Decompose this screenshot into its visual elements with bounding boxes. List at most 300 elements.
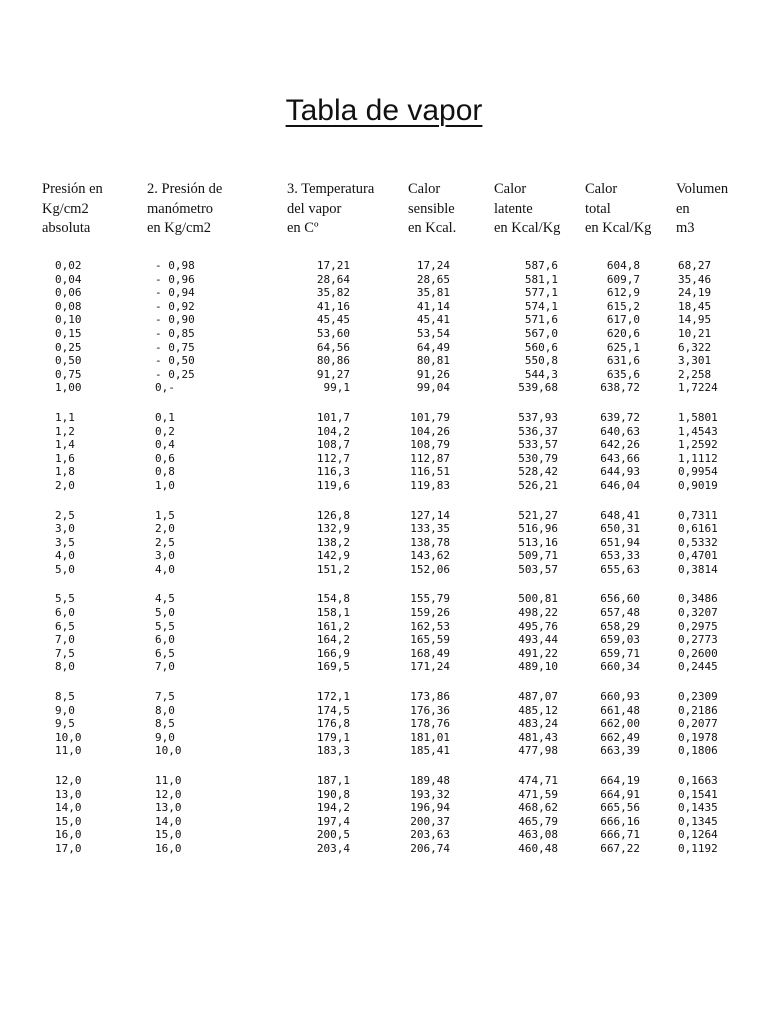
cell-total-heat: 667,22 — [600, 841, 640, 855]
cell-total-heat: 664,91 — [600, 787, 640, 801]
cell-gauge-pressure: - 0,85 — [155, 326, 195, 340]
cell-gauge-pressure: 2,5 — [155, 535, 175, 549]
cell-sensible-heat: 178,76 — [410, 717, 450, 731]
cell-sensible-heat: 173,86 — [410, 690, 450, 704]
cell-gauge-pressure: 8,5 — [155, 717, 175, 731]
cell-temperature: 132,9 — [316, 522, 350, 536]
cell-volume: 0,9019 — [678, 478, 718, 492]
cell-volume: 1,2592 — [678, 438, 718, 452]
cell-temperature: 194,2 — [316, 801, 350, 815]
cell-temperature: 151,2 — [316, 562, 350, 576]
cell-absolute-pressure: 1,1 — [55, 410, 75, 424]
cell-latent-heat: 465,79 — [518, 814, 558, 828]
cell-volume: 1,4543 — [678, 424, 718, 438]
cell-absolute-pressure: 8,5 — [55, 690, 75, 704]
cell-total-heat: 665,56 — [600, 801, 640, 815]
cell-volume: 0,1192 — [678, 841, 718, 855]
cell-absolute-pressure: 2,5 — [55, 508, 75, 522]
cell-volume: 0,2077 — [678, 717, 718, 731]
cell-latent-heat: 489,10 — [518, 660, 558, 674]
cell-latent-heat: 463,08 — [518, 828, 558, 842]
cell-temperature: 126,8 — [316, 508, 350, 522]
cell-sensible-heat: 35,81 — [416, 286, 450, 300]
cell-latent-heat: 516,96 — [518, 522, 558, 536]
cell-latent-heat: 521,27 — [518, 508, 558, 522]
cell-sensible-heat: 91,26 — [416, 367, 450, 381]
cell-temperature: 183,3 — [316, 744, 350, 758]
cell-gauge-pressure: 3,0 — [155, 549, 175, 563]
header-volume: Volumen en m3 — [676, 181, 729, 236]
cell-temperature: 17,21 — [316, 259, 350, 272]
cell-absolute-pressure: 1,00 — [55, 381, 82, 395]
header-gauge-pressure: 2. Presión de manómetro en Kg/cm2 — [147, 181, 223, 236]
page-title-text: Tabla de vapor — [285, 94, 483, 127]
table-row — [0, 327, 768, 341]
cell-total-heat: 657,48 — [600, 606, 640, 620]
cell-sensible-heat: 45,41 — [416, 313, 450, 327]
cell-volume: 0,2186 — [678, 703, 718, 717]
cell-sensible-heat: 28,65 — [416, 272, 450, 286]
cell-temperature: 179,1 — [316, 730, 350, 744]
cell-temperature: 176,8 — [316, 717, 350, 731]
cell-volume: 14,95 — [678, 313, 712, 327]
cell-sensible-heat: 193,32 — [410, 787, 450, 801]
cell-gauge-pressure: 5,5 — [155, 619, 175, 633]
cell-latent-heat: 574,1 — [524, 299, 558, 313]
cell-volume: 0,1264 — [678, 828, 718, 842]
cell-volume: 0,2309 — [678, 690, 718, 704]
cell-total-heat: 655,63 — [600, 562, 640, 576]
cell-volume: 0,9954 — [678, 465, 718, 479]
cell-temperature: 28,64 — [316, 272, 350, 286]
cell-gauge-pressure: 6,0 — [155, 633, 175, 647]
cell-gauge-pressure: 6,5 — [155, 646, 175, 660]
cell-total-heat: 663,39 — [600, 744, 640, 758]
cell-latent-heat: 536,37 — [518, 424, 558, 438]
cell-volume: 0,4701 — [678, 549, 718, 563]
cell-gauge-pressure: 5,0 — [155, 606, 175, 620]
cell-total-heat: 615,2 — [606, 299, 640, 313]
cell-total-heat: 662,00 — [600, 717, 640, 731]
cell-total-heat: 604,8 — [606, 259, 640, 272]
cell-absolute-pressure: 12,0 — [55, 774, 82, 787]
cell-absolute-pressure: 16,0 — [55, 828, 82, 842]
cell-absolute-pressure: 1,6 — [55, 451, 75, 465]
cell-gauge-pressure: 9,0 — [155, 730, 175, 744]
cell-absolute-pressure: 6,5 — [55, 619, 75, 633]
table-row — [0, 300, 768, 314]
cell-latent-heat: 533,57 — [518, 438, 558, 452]
cell-sensible-heat: 196,94 — [410, 801, 450, 815]
cell-total-heat: 662,49 — [600, 730, 640, 744]
cell-latent-heat: 498,22 — [518, 606, 558, 620]
table-row — [0, 259, 768, 273]
cell-sensible-heat: 80,81 — [416, 354, 450, 368]
cell-latent-heat: 513,16 — [518, 535, 558, 549]
table-row — [0, 647, 768, 661]
cell-sensible-heat: 203,63 — [410, 828, 450, 842]
table-row — [0, 801, 768, 815]
cell-sensible-heat: 162,53 — [410, 619, 450, 633]
table-row-group — [0, 690, 768, 758]
table-row — [0, 744, 768, 758]
cell-sensible-heat: 185,41 — [410, 744, 450, 758]
cell-absolute-pressure: 5,0 — [55, 562, 75, 576]
cell-sensible-heat: 152,06 — [410, 562, 450, 576]
table-row — [0, 690, 768, 704]
cell-gauge-pressure: 8,0 — [155, 703, 175, 717]
header-absolute-pressure: Presión en Kg/cm2 absoluta — [42, 181, 103, 236]
cell-volume: 0,3486 — [678, 592, 718, 606]
cell-volume: 1,5801 — [678, 410, 718, 424]
cell-volume: 0,2600 — [678, 646, 718, 660]
cell-gauge-pressure: 1,0 — [155, 478, 175, 492]
cell-absolute-pressure: 4,0 — [55, 549, 75, 563]
cell-temperature: 172,1 — [316, 690, 350, 704]
cell-total-heat: 609,7 — [606, 272, 640, 286]
table-row — [0, 368, 768, 382]
cell-latent-heat: 503,57 — [518, 562, 558, 576]
cell-volume: 3,301 — [678, 354, 712, 368]
cell-absolute-pressure: 11,0 — [55, 744, 82, 758]
cell-total-heat: 659,71 — [600, 646, 640, 660]
cell-latent-heat: 491,22 — [518, 646, 558, 660]
table-row — [0, 549, 768, 563]
cell-temperature: 161,2 — [316, 619, 350, 633]
cell-total-heat: 650,31 — [600, 522, 640, 536]
cell-gauge-pressure: 12,0 — [155, 787, 182, 801]
table-row — [0, 411, 768, 425]
cell-sensible-heat: 168,49 — [410, 646, 450, 660]
table-row — [0, 563, 768, 577]
table-row — [0, 509, 768, 523]
cell-total-heat: 664,19 — [600, 774, 640, 787]
cell-temperature: 190,8 — [316, 787, 350, 801]
cell-absolute-pressure: 1,4 — [55, 438, 75, 452]
cell-volume: 1,7224 — [678, 381, 718, 395]
cell-temperature: 80,86 — [316, 354, 350, 368]
cell-total-heat: 617,0 — [606, 313, 640, 327]
cell-absolute-pressure: 7,5 — [55, 646, 75, 660]
cell-volume: 18,45 — [678, 299, 712, 313]
cell-temperature: 104,2 — [316, 424, 350, 438]
cell-volume: 2,258 — [678, 367, 712, 381]
cell-total-heat: 656,60 — [600, 592, 640, 606]
table-row — [0, 522, 768, 536]
cell-absolute-pressure: 9,0 — [55, 703, 75, 717]
cell-latent-heat: 471,59 — [518, 787, 558, 801]
table-row-group — [0, 592, 768, 674]
cell-sensible-heat: 108,79 — [410, 438, 450, 452]
cell-sensible-heat: 17,24 — [416, 259, 450, 272]
cell-latent-heat: 537,93 — [518, 410, 558, 424]
cell-temperature: 108,7 — [316, 438, 350, 452]
cell-total-heat: 660,93 — [600, 690, 640, 704]
table-row — [0, 536, 768, 550]
header-latent-heat: Calor latente en Kcal/Kg — [494, 181, 561, 236]
cell-temperature: 203,4 — [316, 841, 350, 855]
cell-temperature: 91,27 — [316, 367, 350, 381]
cell-absolute-pressure: 2,0 — [55, 478, 75, 492]
cell-volume: 0,6161 — [678, 522, 718, 536]
table-row-group — [0, 774, 768, 856]
cell-total-heat: 648,41 — [600, 508, 640, 522]
cell-volume: 0,1435 — [678, 801, 718, 815]
cell-volume: 0,7311 — [678, 508, 718, 522]
cell-absolute-pressure: 0,04 — [55, 272, 82, 286]
cell-absolute-pressure: 1,8 — [55, 465, 75, 479]
table-row — [0, 704, 768, 718]
cell-sensible-heat: 165,59 — [410, 633, 450, 647]
table-row — [0, 788, 768, 802]
table-row-group — [0, 509, 768, 577]
cell-volume: 0,5332 — [678, 535, 718, 549]
table-row — [0, 354, 768, 368]
cell-volume: 0,3207 — [678, 606, 718, 620]
table-row — [0, 592, 768, 606]
cell-absolute-pressure: 0,02 — [55, 259, 82, 272]
cell-gauge-pressure: - 0,50 — [155, 354, 195, 368]
cell-sensible-heat: 99,04 — [416, 381, 450, 395]
cell-gauge-pressure: 0,6 — [155, 451, 175, 465]
table-row — [0, 774, 768, 788]
cell-sensible-heat: 189,48 — [410, 774, 450, 787]
cell-volume: 0,1345 — [678, 814, 718, 828]
table-row — [0, 633, 768, 647]
cell-sensible-heat: 119,83 — [410, 478, 450, 492]
cell-volume: 0,1663 — [678, 774, 718, 787]
cell-latent-heat: 550,8 — [524, 354, 558, 368]
table-row — [0, 313, 768, 327]
cell-latent-heat: 487,07 — [518, 690, 558, 704]
table-row — [0, 452, 768, 466]
cell-latent-heat: 481,43 — [518, 730, 558, 744]
table-row-group — [0, 411, 768, 493]
cell-absolute-pressure: 3,5 — [55, 535, 75, 549]
table-row — [0, 731, 768, 745]
cell-total-heat: 651,94 — [600, 535, 640, 549]
cell-latent-heat: 581,1 — [524, 272, 558, 286]
cell-volume: 0,1806 — [678, 744, 718, 758]
table-row — [0, 465, 768, 479]
cell-total-heat: 640,63 — [600, 424, 640, 438]
cell-absolute-pressure: 0,75 — [55, 367, 82, 381]
page-title — [0, 94, 768, 128]
table-row — [0, 717, 768, 731]
cell-sensible-heat: 104,26 — [410, 424, 450, 438]
cell-latent-heat: 560,6 — [524, 340, 558, 354]
cell-volume: 0,2975 — [678, 619, 718, 633]
cell-gauge-pressure: 14,0 — [155, 814, 182, 828]
cell-absolute-pressure: 8,0 — [55, 660, 75, 674]
cell-total-heat: 635,6 — [606, 367, 640, 381]
cell-sensible-heat: 116,51 — [410, 465, 450, 479]
cell-gauge-pressure: - 0,94 — [155, 286, 195, 300]
cell-absolute-pressure: 0,08 — [55, 299, 82, 313]
cell-volume: 0,1978 — [678, 730, 718, 744]
cell-latent-heat: 528,42 — [518, 465, 558, 479]
cell-latent-heat: 567,0 — [524, 326, 558, 340]
cell-total-heat: 659,03 — [600, 633, 640, 647]
cell-total-heat: 638,72 — [600, 381, 640, 395]
cell-latent-heat: 468,62 — [518, 801, 558, 815]
cell-total-heat: 612,9 — [606, 286, 640, 300]
cell-total-heat: 666,16 — [600, 814, 640, 828]
cell-volume: 1,1112 — [678, 451, 718, 465]
cell-temperature: 187,1 — [316, 774, 350, 787]
cell-volume: 6,322 — [678, 340, 712, 354]
table-row — [0, 606, 768, 620]
cell-latent-heat: 485,12 — [518, 703, 558, 717]
cell-gauge-pressure: 0,- — [155, 381, 175, 395]
cell-total-heat: 644,93 — [600, 465, 640, 479]
cell-temperature: 116,3 — [316, 465, 350, 479]
cell-total-heat: 646,04 — [600, 478, 640, 492]
cell-volume: 0,2773 — [678, 633, 718, 647]
cell-sensible-heat: 133,35 — [410, 522, 450, 536]
cell-absolute-pressure: 0,15 — [55, 326, 82, 340]
cell-gauge-pressure: 16,0 — [155, 841, 182, 855]
cell-gauge-pressure: 7,5 — [155, 690, 175, 704]
cell-latent-heat: 477,98 — [518, 744, 558, 758]
cell-temperature: 53,60 — [316, 326, 350, 340]
cell-sensible-heat: 176,36 — [410, 703, 450, 717]
cell-temperature: 41,16 — [316, 299, 350, 313]
cell-absolute-pressure: 1,2 — [55, 424, 75, 438]
cell-absolute-pressure: 0,25 — [55, 340, 82, 354]
cell-temperature: 174,5 — [316, 703, 350, 717]
cell-temperature: 158,1 — [316, 606, 350, 620]
cell-volume: 10,21 — [678, 326, 712, 340]
cell-sensible-heat: 181,01 — [410, 730, 450, 744]
cell-absolute-pressure: 9,5 — [55, 717, 75, 731]
cell-volume: 0,2445 — [678, 660, 718, 674]
cell-sensible-heat: 159,26 — [410, 606, 450, 620]
cell-absolute-pressure: 7,0 — [55, 633, 75, 647]
cell-latent-heat: 483,24 — [518, 717, 558, 731]
cell-volume: 0,1541 — [678, 787, 718, 801]
table-header — [0, 180, 768, 240]
cell-total-heat: 631,6 — [606, 354, 640, 368]
cell-total-heat: 658,29 — [600, 619, 640, 633]
cell-temperature: 200,5 — [316, 828, 350, 842]
cell-gauge-pressure: 0,4 — [155, 438, 175, 452]
cell-temperature: 112,7 — [316, 451, 350, 465]
cell-volume: 0,3814 — [678, 562, 718, 576]
cell-temperature: 99,1 — [323, 381, 350, 395]
cell-gauge-pressure: 7,0 — [155, 660, 175, 674]
cell-total-heat: 642,26 — [600, 438, 640, 452]
cell-temperature: 138,2 — [316, 535, 350, 549]
cell-sensible-heat: 143,62 — [410, 549, 450, 563]
cell-gauge-pressure: 4,5 — [155, 592, 175, 606]
cell-latent-heat: 460,48 — [518, 841, 558, 855]
cell-absolute-pressure: 6,0 — [55, 606, 75, 620]
table-row-group — [0, 259, 768, 395]
cell-temperature: 45,45 — [316, 313, 350, 327]
cell-total-heat: 666,71 — [600, 828, 640, 842]
table-row — [0, 425, 768, 439]
cell-temperature: 154,8 — [316, 592, 350, 606]
cell-gauge-pressure: 0,8 — [155, 465, 175, 479]
cell-sensible-heat: 171,24 — [410, 660, 450, 674]
cell-sensible-heat: 200,37 — [410, 814, 450, 828]
table-row — [0, 479, 768, 493]
header-total-heat: Calor total en Kcal/Kg — [585, 181, 652, 236]
cell-sensible-heat: 53,54 — [416, 326, 450, 340]
cell-total-heat: 660,34 — [600, 660, 640, 674]
cell-latent-heat: 495,76 — [518, 619, 558, 633]
cell-sensible-heat: 112,87 — [410, 451, 450, 465]
cell-volume: 24,19 — [678, 286, 712, 300]
table-row — [0, 620, 768, 634]
cell-absolute-pressure: 5,5 — [55, 592, 75, 606]
cell-gauge-pressure: - 0,75 — [155, 340, 195, 354]
cell-latent-heat: 509,71 — [518, 549, 558, 563]
cell-gauge-pressure: - 0,92 — [155, 299, 195, 313]
table-body — [0, 259, 768, 872]
cell-absolute-pressure: 10,0 — [55, 730, 82, 744]
cell-gauge-pressure: - 0,90 — [155, 313, 195, 327]
cell-gauge-pressure: 0,2 — [155, 424, 175, 438]
cell-gauge-pressure: - 0,98 — [155, 259, 195, 272]
table-row — [0, 438, 768, 452]
cell-absolute-pressure: 0,50 — [55, 354, 82, 368]
table-row — [0, 273, 768, 287]
cell-total-heat: 653,33 — [600, 549, 640, 563]
cell-gauge-pressure: 13,0 — [155, 801, 182, 815]
cell-temperature: 119,6 — [316, 478, 350, 492]
cell-gauge-pressure: - 0,96 — [155, 272, 195, 286]
table-row — [0, 341, 768, 355]
cell-latent-heat: 587,6 — [524, 259, 558, 272]
cell-latent-heat: 577,1 — [524, 286, 558, 300]
cell-total-heat: 643,66 — [600, 451, 640, 465]
cell-absolute-pressure: 14,0 — [55, 801, 82, 815]
cell-temperature: 164,2 — [316, 633, 350, 647]
cell-latent-heat: 493,44 — [518, 633, 558, 647]
cell-gauge-pressure: 11,0 — [155, 774, 182, 787]
cell-sensible-heat: 138,78 — [410, 535, 450, 549]
cell-absolute-pressure: 0,06 — [55, 286, 82, 300]
cell-gauge-pressure: 2,0 — [155, 522, 175, 536]
cell-gauge-pressure: 0,1 — [155, 410, 175, 424]
cell-gauge-pressure: 10,0 — [155, 744, 182, 758]
header-sensible-heat: Calor sensible en Kcal. — [408, 181, 457, 236]
cell-sensible-heat: 64,49 — [416, 340, 450, 354]
table-row — [0, 828, 768, 842]
cell-latent-heat: 474,71 — [518, 774, 558, 787]
cell-gauge-pressure: - 0,25 — [155, 367, 195, 381]
cell-total-heat: 625,1 — [606, 340, 640, 354]
cell-temperature: 166,9 — [316, 646, 350, 660]
cell-temperature: 142,9 — [316, 549, 350, 563]
cell-temperature: 101,7 — [316, 410, 350, 424]
header-steam-temperature: 3. Temperatura del vapor en Cº — [287, 181, 375, 236]
cell-sensible-heat: 127,14 — [410, 508, 450, 522]
cell-gauge-pressure: 1,5 — [155, 508, 175, 522]
cell-absolute-pressure: 0,10 — [55, 313, 82, 327]
cell-absolute-pressure: 3,0 — [55, 522, 75, 536]
cell-total-heat: 620,6 — [606, 326, 640, 340]
cell-temperature: 35,82 — [316, 286, 350, 300]
cell-total-heat: 639,72 — [600, 410, 640, 424]
table-row — [0, 286, 768, 300]
cell-sensible-heat: 41,14 — [416, 299, 450, 313]
cell-latent-heat: 500,81 — [518, 592, 558, 606]
cell-latent-heat: 530,79 — [518, 451, 558, 465]
cell-sensible-heat: 206,74 — [410, 841, 450, 855]
